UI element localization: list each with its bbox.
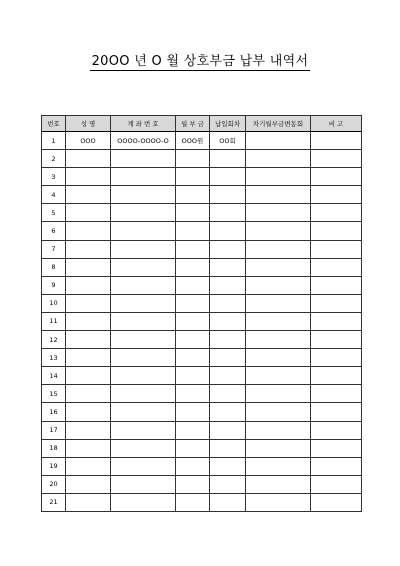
table-row <box>42 240 362 258</box>
cell-account-number <box>111 421 176 439</box>
cell-remarks <box>311 421 362 439</box>
table-header-row <box>42 116 362 132</box>
cell-payment-count <box>210 475 246 493</box>
cell-monthly-payment <box>176 240 210 258</box>
cell-monthly-payment <box>176 258 210 276</box>
table-row <box>42 439 362 457</box>
cell-name <box>66 457 111 475</box>
cell-next-payment-change <box>246 457 311 475</box>
cell-number: 10 <box>42 294 66 312</box>
cell-account-number <box>111 457 176 475</box>
cell-monthly-payment <box>176 204 210 222</box>
cell-name <box>66 294 111 312</box>
header-remarks: 비 고 <box>311 116 362 132</box>
cell-remarks <box>311 222 362 240</box>
cell-monthly-payment <box>176 186 210 204</box>
cell-account-number: OOOO-OOOO-O <box>111 132 176 150</box>
cell-payment-count: OO회 <box>210 132 246 150</box>
cell-monthly-payment <box>176 168 210 186</box>
cell-monthly-payment <box>176 222 210 240</box>
cell-remarks <box>311 132 362 150</box>
cell-next-payment-change <box>246 258 311 276</box>
cell-monthly-payment <box>176 475 210 493</box>
cell-monthly-payment <box>176 493 210 511</box>
cell-payment-count <box>210 186 246 204</box>
cell-name: OOO <box>66 132 111 150</box>
cell-monthly-payment <box>176 403 210 421</box>
cell-remarks <box>311 493 362 511</box>
cell-number: 5 <box>42 204 66 222</box>
cell-next-payment-change <box>246 367 311 385</box>
cell-number: 7 <box>42 240 66 258</box>
table-row <box>42 385 362 403</box>
cell-account-number <box>111 475 176 493</box>
document-title: 20OO 년 O 월 상호부금 납부 내역서 <box>90 50 311 71</box>
cell-remarks <box>311 457 362 475</box>
cell-next-payment-change <box>246 222 311 240</box>
cell-number: 9 <box>42 276 66 294</box>
cell-next-payment-change <box>246 349 311 367</box>
table-row <box>42 403 362 421</box>
cell-remarks <box>311 312 362 330</box>
cell-next-payment-change <box>246 385 311 403</box>
cell-monthly-payment <box>176 385 210 403</box>
cell-remarks <box>311 475 362 493</box>
table-row <box>42 421 362 439</box>
table-row <box>42 331 362 349</box>
cell-account-number <box>111 294 176 312</box>
cell-payment-count <box>210 493 246 511</box>
cell-monthly-payment <box>176 276 210 294</box>
cell-account-number <box>111 168 176 186</box>
cell-remarks <box>311 331 362 349</box>
cell-name <box>66 349 111 367</box>
cell-remarks <box>311 258 362 276</box>
table-row <box>42 312 362 330</box>
cell-remarks <box>311 240 362 258</box>
cell-number: 19 <box>42 457 66 475</box>
table-row <box>42 349 362 367</box>
cell-account-number <box>111 349 176 367</box>
cell-remarks <box>311 294 362 312</box>
header-next-payment-change: 차기월부금변동회 <box>246 116 311 132</box>
cell-payment-count <box>210 331 246 349</box>
cell-account-number <box>111 276 176 294</box>
cell-name <box>66 168 111 186</box>
cell-number: 15 <box>42 385 66 403</box>
cell-number: 3 <box>42 168 66 186</box>
cell-next-payment-change <box>246 204 311 222</box>
header-payment-count: 납입회차 <box>210 116 246 132</box>
cell-payment-count <box>210 403 246 421</box>
cell-name <box>66 222 111 240</box>
cell-payment-count <box>210 222 246 240</box>
cell-name <box>66 475 111 493</box>
table-row <box>42 150 362 168</box>
cell-number: 1 <box>42 132 66 150</box>
cell-monthly-payment <box>176 349 210 367</box>
cell-number: 2 <box>42 150 66 168</box>
table-row <box>42 258 362 276</box>
cell-number: 4 <box>42 186 66 204</box>
cell-payment-count <box>210 240 246 258</box>
cell-number: 16 <box>42 403 66 421</box>
cell-name <box>66 331 111 349</box>
cell-monthly-payment: OOO원 <box>176 132 210 150</box>
cell-number: 11 <box>42 312 66 330</box>
cell-monthly-payment <box>176 457 210 475</box>
cell-name <box>66 240 111 258</box>
cell-name <box>66 493 111 511</box>
cell-account-number <box>111 493 176 511</box>
document-title-wrap <box>0 50 400 71</box>
cell-payment-count <box>210 457 246 475</box>
cell-number: 6 <box>42 222 66 240</box>
cell-name <box>66 150 111 168</box>
cell-payment-count <box>210 204 246 222</box>
cell-monthly-payment <box>176 421 210 439</box>
cell-next-payment-change <box>246 276 311 294</box>
table-row <box>42 276 362 294</box>
header-account-number: 계 좌 번 호 <box>111 116 176 132</box>
table-row <box>42 186 362 204</box>
cell-payment-count <box>210 150 246 168</box>
header-number: 번호 <box>42 116 66 132</box>
cell-account-number <box>111 204 176 222</box>
cell-account-number <box>111 150 176 168</box>
cell-number: 21 <box>42 493 66 511</box>
cell-name <box>66 385 111 403</box>
cell-remarks <box>311 367 362 385</box>
cell-remarks <box>311 186 362 204</box>
cell-number: 8 <box>42 258 66 276</box>
table-row <box>42 475 362 493</box>
cell-name <box>66 186 111 204</box>
cell-payment-count <box>210 276 246 294</box>
cell-account-number <box>111 331 176 349</box>
header-name: 성 명 <box>66 116 111 132</box>
header-monthly-payment: 월 부 금 <box>176 116 210 132</box>
table-row <box>42 457 362 475</box>
cell-payment-count <box>210 367 246 385</box>
cell-name <box>66 312 111 330</box>
cell-account-number <box>111 312 176 330</box>
cell-payment-count <box>210 421 246 439</box>
table-row <box>42 132 362 150</box>
cell-account-number <box>111 439 176 457</box>
cell-remarks <box>311 349 362 367</box>
cell-monthly-payment <box>176 150 210 168</box>
cell-account-number <box>111 367 176 385</box>
cell-remarks <box>311 150 362 168</box>
cell-monthly-payment <box>176 331 210 349</box>
cell-payment-count <box>210 439 246 457</box>
cell-payment-count <box>210 349 246 367</box>
table-row <box>42 222 362 240</box>
cell-name <box>66 439 111 457</box>
table-row <box>42 168 362 186</box>
cell-number: 14 <box>42 367 66 385</box>
cell-next-payment-change <box>246 150 311 168</box>
cell-payment-count <box>210 385 246 403</box>
payment-ledger-table <box>41 115 362 512</box>
cell-name <box>66 276 111 294</box>
cell-payment-count <box>210 312 246 330</box>
cell-account-number <box>111 222 176 240</box>
cell-name <box>66 367 111 385</box>
cell-account-number <box>111 240 176 258</box>
cell-monthly-payment <box>176 367 210 385</box>
cell-name <box>66 421 111 439</box>
cell-number: 17 <box>42 421 66 439</box>
cell-monthly-payment <box>176 312 210 330</box>
cell-next-payment-change <box>246 403 311 421</box>
cell-payment-count <box>210 168 246 186</box>
cell-account-number <box>111 403 176 421</box>
cell-account-number <box>111 385 176 403</box>
cell-account-number <box>111 186 176 204</box>
cell-next-payment-change <box>246 475 311 493</box>
cell-monthly-payment <box>176 294 210 312</box>
cell-number: 12 <box>42 331 66 349</box>
cell-remarks <box>311 168 362 186</box>
cell-remarks <box>311 204 362 222</box>
cell-name <box>66 204 111 222</box>
cell-next-payment-change <box>246 493 311 511</box>
cell-number: 13 <box>42 349 66 367</box>
cell-next-payment-change <box>246 168 311 186</box>
cell-payment-count <box>210 258 246 276</box>
cell-account-number <box>111 258 176 276</box>
cell-name <box>66 403 111 421</box>
cell-remarks <box>311 385 362 403</box>
cell-remarks <box>311 403 362 421</box>
cell-next-payment-change <box>246 294 311 312</box>
table-row <box>42 294 362 312</box>
cell-name <box>66 258 111 276</box>
table-body <box>42 132 362 512</box>
cell-next-payment-change <box>246 312 311 330</box>
table-row <box>42 367 362 385</box>
table-row <box>42 204 362 222</box>
cell-payment-count <box>210 294 246 312</box>
cell-remarks <box>311 439 362 457</box>
cell-monthly-payment <box>176 439 210 457</box>
table-row <box>42 493 362 511</box>
cell-next-payment-change <box>246 421 311 439</box>
cell-remarks <box>311 276 362 294</box>
cell-next-payment-change <box>246 240 311 258</box>
cell-number: 18 <box>42 439 66 457</box>
cell-number: 20 <box>42 475 66 493</box>
cell-next-payment-change <box>246 439 311 457</box>
cell-next-payment-change <box>246 132 311 150</box>
cell-next-payment-change <box>246 186 311 204</box>
cell-next-payment-change <box>246 331 311 349</box>
